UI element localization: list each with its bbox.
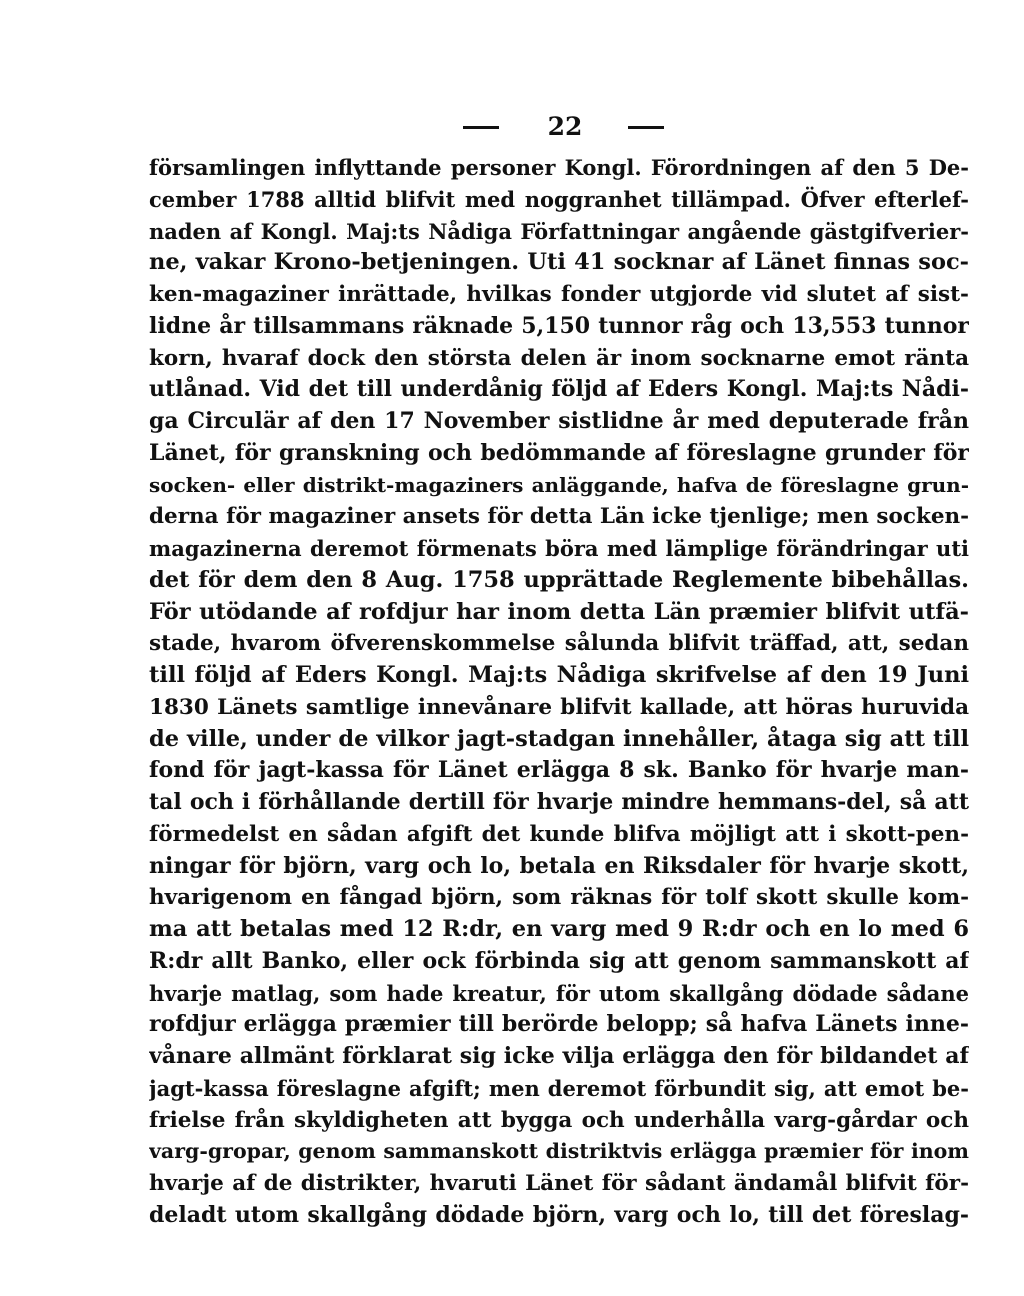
text-line: fond för jagt-kassa för Länet erlägga 8 sk. Banko för hvarje man-: [149, 757, 969, 784]
text-line: det för dem den 8 Aug. 1758 upprättade Reglemente bibehållas.: [149, 566, 969, 593]
text-line: till följd af Eders Kongl. Maj:ts Nådiga skrifvelse af den 19 Juni: [149, 662, 969, 688]
header-rule-right: [628, 126, 664, 129]
page-number: 22: [547, 112, 583, 141]
text-line: jagt-kassa föreslagne afgift; men deremot förbundit sig, att emot be-: [149, 1075, 969, 1101]
text-line: rofdjur erlägga præmier till berörde belopp; så hafva Länets inne-: [149, 1011, 969, 1038]
text-line: ken-magaziner inrättade, hvilkas fonder utgjorde vid slutet af sist-: [149, 282, 969, 307]
text-line: hvarigenom en fångad björn, som räknas för tolf skott skulle kom-: [149, 885, 969, 911]
text-line: ne, vakar Krono-betjeningen. Uti 41 socknar af Länet finnas soc-: [149, 249, 969, 276]
text-line: lidne år tillsammans räknade 5,150 tunnor råg och 13,553 tunnor: [149, 312, 969, 339]
text-line: förmedelst en sådan afgift det kunde blifva möjligt att i skott-pen-: [149, 821, 969, 847]
text-line: För utödande af rofdjur har inom detta Län præmier blifvit utfä-: [149, 598, 969, 625]
page-header: [0, 112, 1024, 142]
text-line: socken- eller distrikt-magaziners anläggande, hafva de föreslagne grun-: [149, 472, 969, 497]
text-line: naden af Kongl. Maj:ts Nådiga Författningar angående gästgifverier-: [149, 218, 969, 244]
text-line: magazinerna deremot förmenats böra med lämplige förändringar uti: [149, 536, 969, 561]
text-line: utlånad. Vid det till underdånig följd af Eders Kongl. Maj:ts Nådi-: [149, 376, 969, 403]
text-line: församlingen inflyttande personer Kongl. Förordningen af den 5 De-: [149, 155, 969, 180]
text-line: 1830 Länets samtlige innevånare blifvit kallade, att höras huruvida: [149, 694, 969, 720]
text-line: derna för magaziner ansets för detta Län icke tjenlige; men socken-: [149, 504, 969, 530]
text-line: ma att betalas med 12 R:dr, en varg med 9 R:dr och en lo med 6: [149, 916, 969, 942]
text-line: korn, hvaraf dock den största delen är inom socknarne emot ränta: [149, 345, 969, 371]
text-line: tal och i förhållande dertill för hvarje mindre hemmans-del, så att: [149, 789, 969, 815]
text-line: hvarje matlag, som hade kreatur, för utom skallgång dödade sådane: [149, 980, 969, 1006]
text-line: stade, hvarom öfverenskommelse sålunda blifvit träffad, att, sedan: [149, 631, 969, 657]
header-rule-left: [463, 126, 499, 129]
text-line: cember 1788 alltid blifvit med noggranhet tillämpad. Öfver efterlef-: [149, 186, 969, 212]
text-line: hvarje af de distrikter, hvaruti Länet för sådant ändamål blifvit för-: [149, 1171, 969, 1196]
text-line: ga Circulär af den 17 November sistlidne år med deputerade från: [149, 408, 969, 434]
text-line: Länet, för granskning och bedömmande af föreslagne grunder för: [149, 439, 969, 466]
text-line: de ville, under de vilkor jagt-stadgan innehåller, åtaga sig att till: [149, 725, 969, 752]
text-line: varg-gropar, genom sammanskott distriktvis erlägga præmier för inom: [149, 1139, 969, 1164]
text-line: ningar för björn, varg och lo, betala en Riksdaler för hvarje skott,: [149, 852, 969, 879]
text-line: R:dr allt Banko, eller ock förbinda sig att genom sammanskott af: [149, 947, 969, 974]
body-text: [149, 152, 969, 1232]
text-line: deladt utom skallgång dödade björn, varg och lo, till det föreslag-: [149, 1201, 969, 1228]
text-line: frielse från skyldigheten att bygga och underhålla varg-gårdar och: [149, 1107, 969, 1133]
text-line: vånare allmänt förklarat sig icke vilja erlägga den för bildandet af: [149, 1043, 969, 1069]
